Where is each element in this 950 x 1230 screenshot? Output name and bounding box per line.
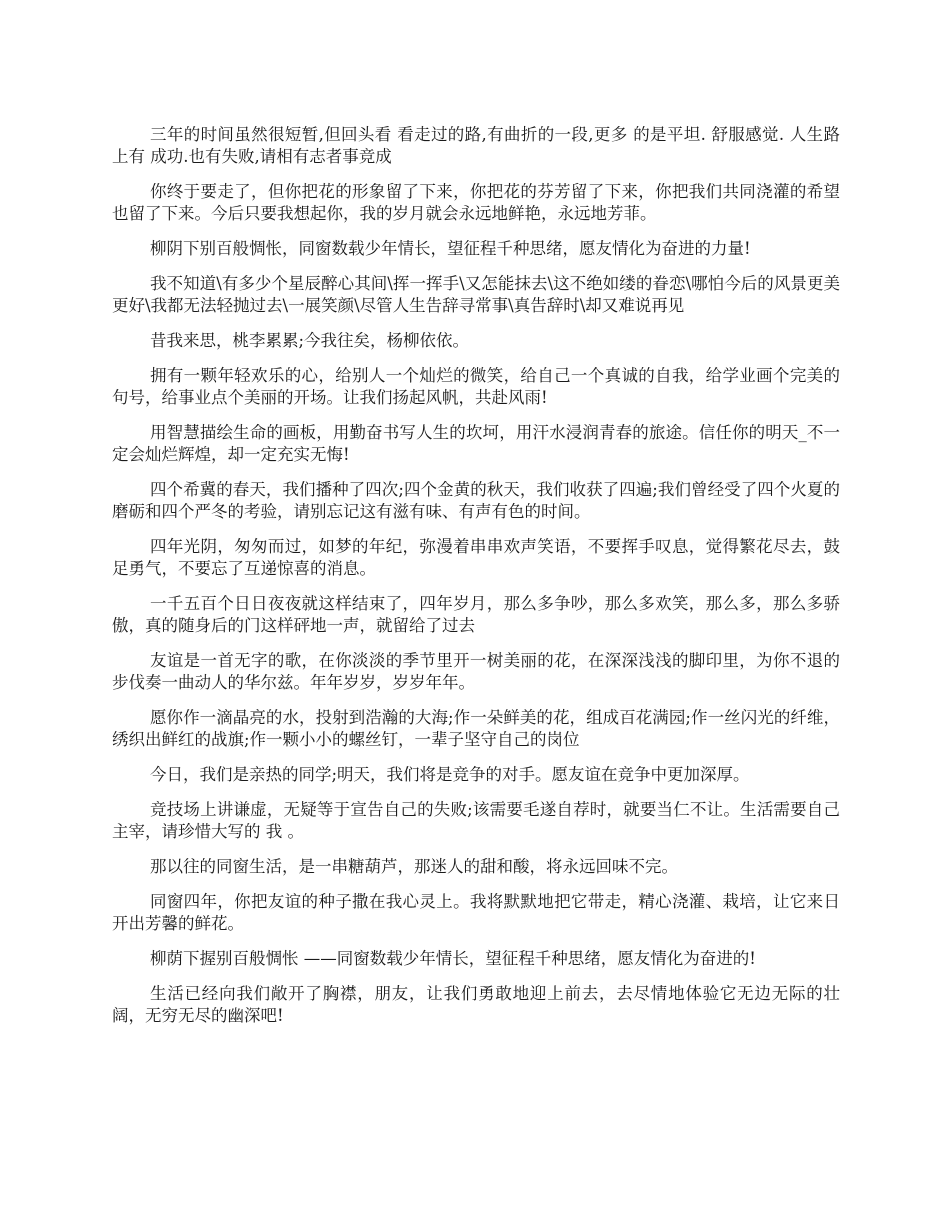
paragraph: 四年光阴，匆匆而过，如梦的年纪，弥漫着串串欢声笑语，不要挥手叹息，觉得繁花尽去，鼓足勇气，不要忘了互递惊喜的消息。 [112, 537, 840, 578]
paragraph: 愿你作一滴晶亮的水，投射到浩瀚的大海;作一朵鲜美的花，组成百花满园;作一丝闪光的纤维，绣织出鲜红的战旗;作一颗小小的螺丝钉，一辈子坚守自己的岗位 [112, 708, 840, 749]
paragraph: 用智慧描绘生命的画板，用勤奋书写人生的坎坷，用汗水浸润青春的旅途。信任你的明天_不一定会灿烂辉煌，却一定充实无悔! [112, 423, 840, 464]
paragraph: 你终于要走了，但你把花的形象留了下来，你把花的芬芳留了下来，你把我们共同浇灌的希望也留了下来。今后只要我想起你，我的岁月就会永远地鲜艳，永远地芳菲。 [112, 182, 840, 223]
paragraph: 友谊是一首无字的歌，在你淡淡的季节里开一树美丽的花，在深深浅浅的脚印里，为你不退的步伐奏一曲动人的华尔兹。年年岁岁，岁岁年年。 [112, 651, 840, 692]
paragraph: 拥有一颗年轻欢乐的心，给别人一个灿烂的微笑，给自己一个真诚的自我，给学业画个完美的句号，给事业点个美丽的开场。让我们扬起风帆，共赴风雨! [112, 366, 840, 407]
paragraph: 三年的时间虽然很短暂,但回头看 看走过的路,有曲折的一段,更多 的是平坦. 舒服感觉. 人生路上有 成功.也有失败,请相有志者事竞成 [112, 125, 840, 166]
paragraph: 同窗四年，你把友谊的种子撒在我心灵上。我将默默地把它带走，精心浇灌、栽培，让它来日开出芳馨的鲜花。 [112, 892, 840, 933]
paragraph: 一千五百个日日夜夜就这样结束了，四年岁月，那么多争吵，那么多欢笑，那么多，那么多骄傲，真的随身后的门这样砰地一声，就留给了过去 [112, 594, 840, 635]
paragraph: 生活已经向我们敞开了胸襟，朋友，让我们勇敢地迎上前去，去尽情地体验它无边无际的壮阔，无穷无尽的幽深吧! [112, 984, 840, 1025]
document-body [112, 124, 840, 1040]
paragraph: 柳阴下别百般惆怅，同窗数载少年情长，望征程千种思绪，愿友情化为奋进的力量! [150, 239, 751, 258]
paragraph: 我不知道\有多少个星辰醉心其间\挥一挥手\又怎能抹去\这不绝如缕的眷恋\哪怕今后的风景更美更好\我都无法轻抛过去\一展笑颜\尽管人生告辞寻常事\真告辞时\却又难说再见 [112, 274, 840, 315]
paragraph: 四个希冀的春天，我们播种了四次;四个金黄的秋天，我们收获了四遍;我们曾经受了四个火夏的磨砺和四个严冬的考验，请别忘记这有滋有味、有声有色的时间。 [112, 480, 840, 521]
paragraph: 那以往的同窗生活，是一串糖葫芦，那迷人的甜和酸，将永远回味不完。 [150, 857, 678, 876]
paragraph: 竞技场上讲谦虚，无疑等于宣告自己的失败;该需要毛遂自荐时，就要当仁不让。生活需要自己主宰，请珍惜大写的 我 。 [112, 800, 840, 841]
paragraph: 今日，我们是亲热的同学;明天，我们将是竞争的对手。愿友谊在竞争中更加深厚。 [150, 765, 750, 784]
paragraph: 柳荫下握别百般惆怅 ——同窗数载少年情长，望征程千种思绪，愿友情化为奋进的! [150, 949, 756, 968]
paragraph: 昔我来思，桃李累累;今我往矣，杨柳依依。 [150, 331, 470, 350]
